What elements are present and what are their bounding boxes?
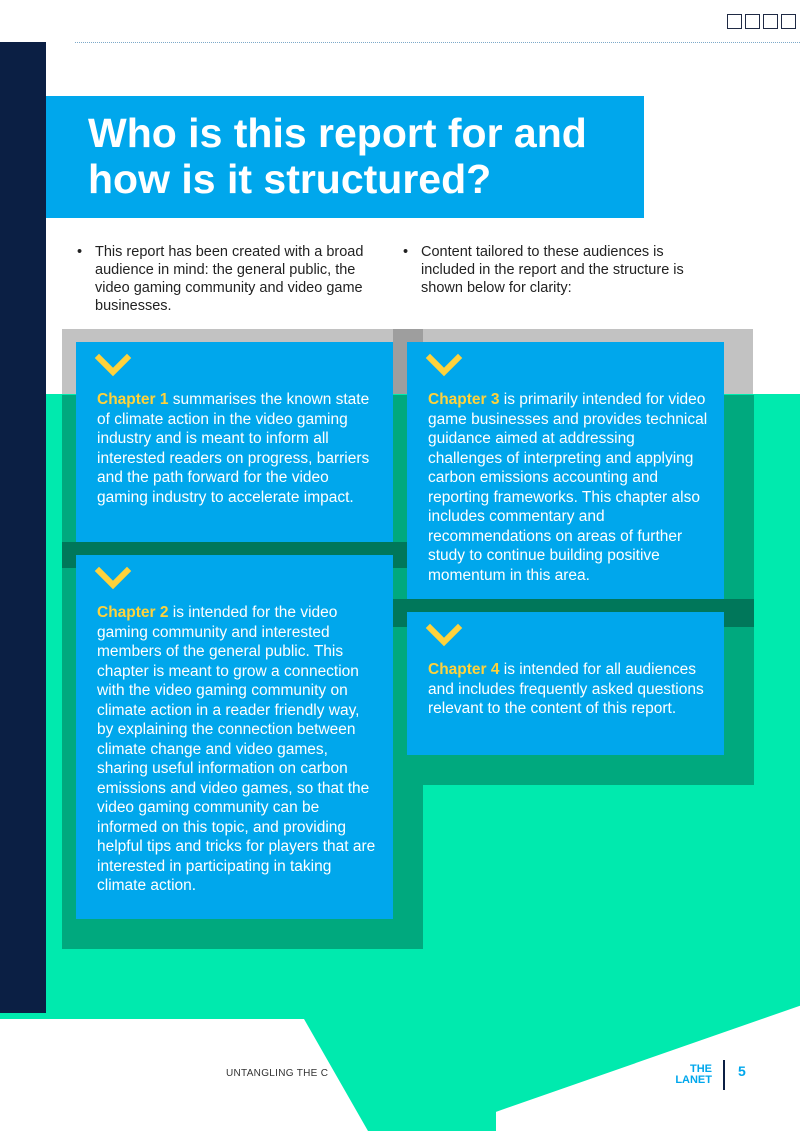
chevron-down-icon	[427, 354, 461, 378]
title-block	[46, 96, 644, 218]
bullet-icon: •	[77, 244, 83, 260]
footer-report-name: UNTANGLING THE C	[226, 1068, 329, 1079]
intro-text-1: This report has been created with a broad audience in mind: the general public, the video gaming community and video game businesses.	[95, 244, 364, 314]
chapter-card-3	[407, 342, 724, 599]
page-nav-squares	[727, 14, 796, 29]
chapter-body: is intended for the video gaming community and interested members of the general public. This chapter is meant to grow a connection with the video gaming community on climate action in a reader friendly way, by explaining the connection between climate change and video games, sharing useful information on carbon emissions and video games, so that the video gaming community can be informed on this topic, and providing helpful tips and tricks for players that are interested in participating in taking climate action.	[97, 604, 376, 894]
sidebar-accent-lower	[0, 394, 46, 1013]
chapter-card-4	[407, 612, 724, 755]
page-title: Who is this report for and how is it structured?	[88, 110, 587, 202]
header-divider	[75, 42, 800, 43]
chapter-card-2	[76, 555, 393, 919]
intro-bullet-1	[77, 243, 385, 315]
bullet-icon: •	[403, 244, 409, 260]
intro-bullet-2	[403, 243, 721, 297]
logo-line-1: THE	[690, 1063, 712, 1075]
intro-text-2: Content tailored to these audiences is included in the report and the structure is shown below for clarity:	[421, 244, 684, 296]
chapter-description	[428, 390, 710, 585]
chapter-label: Chapter 3	[428, 391, 500, 408]
nav-square-icon	[781, 14, 796, 29]
page-number: 5	[738, 1063, 746, 1079]
logo-line-2: LANET	[675, 1074, 712, 1086]
nav-square-icon	[763, 14, 778, 29]
chapter-body: is primarily intended for video game businesses and provides technical guidance aimed at addressing challenges of interpreting and applying carbon emissions accounting and reporting frameworks. This chapter also includes commentary and recommendations on areas of further study to continue building positive momentum in this area.	[428, 391, 708, 584]
chevron-down-icon	[96, 354, 130, 378]
chapter-label: Chapter 1	[97, 391, 169, 408]
footer-divider	[723, 1060, 725, 1090]
chapter-description	[97, 603, 379, 896]
nav-square-icon	[745, 14, 760, 29]
chapter-description	[97, 390, 379, 507]
chapter-label: Chapter 2	[97, 604, 169, 621]
chevron-down-icon	[427, 624, 461, 648]
footer-logo	[660, 1064, 712, 1086]
nav-square-icon	[727, 14, 742, 29]
chapter-label: Chapter 4	[428, 661, 500, 678]
chapter-body: summarises the known state of climate action in the video gaming industry and is meant to inform all interested readers on progress, barriers and the path forward for the video gaming industry to accelerate impact.	[97, 391, 370, 506]
chapter-description	[428, 660, 710, 719]
chevron-down-icon	[96, 567, 130, 591]
chapter-body: is intended for all audiences and includes frequently asked questions relevant to the content of this report.	[428, 661, 704, 717]
chapter-card-1	[76, 342, 393, 542]
